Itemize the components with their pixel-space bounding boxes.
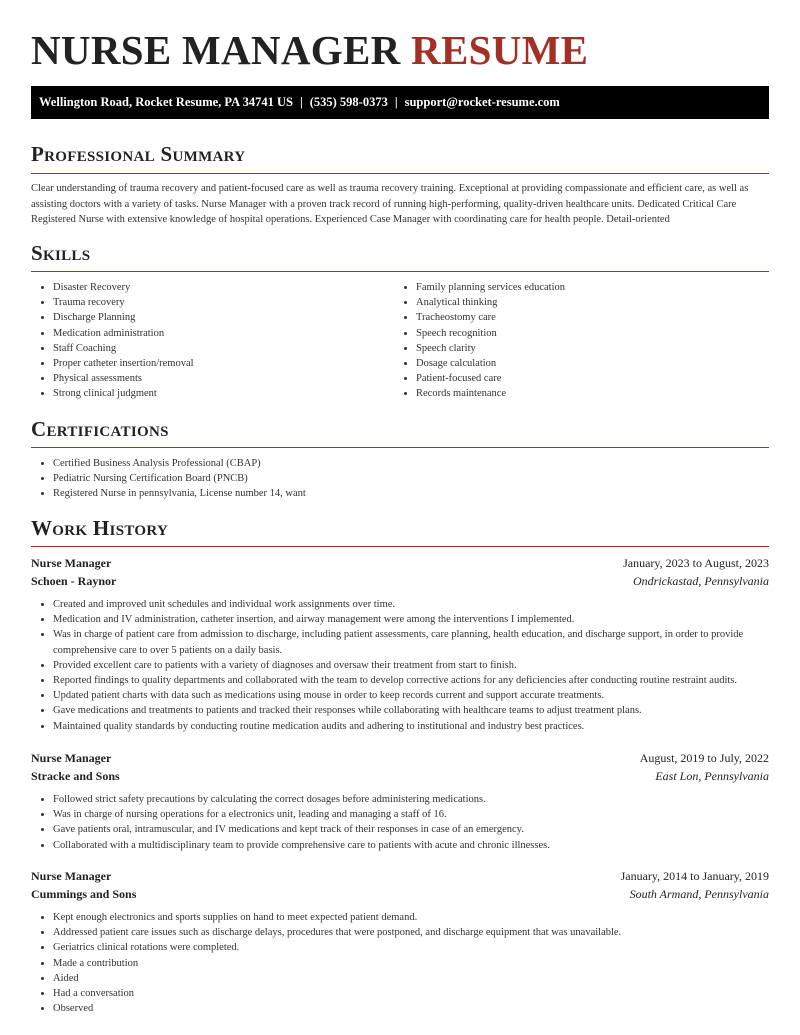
skill-item: • Family planning services education [416, 280, 734, 295]
skills-heading: Skills [31, 241, 91, 265]
job-bullets [31, 597, 769, 734]
job-bullets [31, 910, 769, 1016]
job-bullet: • Gave medications and treatments to patients and tracked their responses while collaborating with healthcare teams to adjust treatment plans. [53, 703, 769, 718]
job-location: Ondrickastad, Pennsylvania [633, 573, 769, 588]
summary-heading: Professional Summary [31, 142, 246, 166]
title-role: NURSE MANAGER [31, 27, 401, 73]
job-entry [31, 750, 769, 853]
skill-item: • Disaster Recovery [53, 280, 371, 295]
job-bullet: • Medication and IV administration, catheter insertion, and airway management were among the interventions I implemented. [53, 612, 769, 627]
job-title: Nurse Manager [31, 556, 112, 570]
certifications-section-header [31, 416, 769, 448]
job-bullet: • Maintained quality standards by conducting routine medication audits and adhering to institutional and industry best practices. [53, 719, 769, 734]
job-location: South Armand, Pennsylvania [629, 886, 769, 901]
job-bullet: • Was in charge of patient care from admission to discharge, including patient assessments, care planning, health education, and discharge support, in order to provide comprehensive care to over 5 patients on a daily basis. [53, 627, 769, 657]
job-company: Stracke and Sons [31, 768, 120, 783]
job-bullets [31, 792, 769, 853]
certifications-list [31, 456, 769, 502]
job-bullet: • Collaborated with a multidisciplinary team to provide comprehensive care to patients with acute and chronic illnesses. [53, 838, 769, 853]
skill-item: • Dosage calculation [416, 356, 734, 371]
job-entry [31, 555, 769, 734]
summary-text: Clear understanding of trauma recovery and patient-focused care as well as trauma recovery training. Exceptional at providing compassionate and efficient care, as well as assisting doctors with a variety of tasks. Nurse Manager with a proven track record of running high-performing, quality-driven healthcare units. Dedicated Critical Care Registered Nurse with extensive knowledge of hospital operations. Experienced Case Manager with coordinating care for health people. Detail-oriented [31, 183, 749, 225]
contact-bar [31, 86, 769, 119]
resume-title [31, 26, 588, 74]
job-bullet: • Made a contribution [53, 956, 769, 971]
job-bullet: • Had a conversation [53, 986, 769, 1001]
work-history-section-header [31, 515, 769, 547]
job-bullet: • Geriatrics clinical rotations were completed. [53, 940, 769, 955]
skill-item: • Speech clarity [416, 341, 734, 356]
job-bullet: • Provided excellent care to patients with a variety of diagnoses and oversaw their treatment from start to finish. [53, 658, 769, 673]
contact-separator: | [394, 95, 398, 109]
job-bullet: • Addressed patient care issues such as discharge delays, procedures that were postponed, and discharge equipment that was unavailable. [53, 925, 769, 940]
job-entry [31, 868, 769, 1016]
job-dates: August, 2019 to July, 2022 [639, 751, 769, 765]
skill-item: • Strong clinical judgment [53, 386, 371, 401]
job-dates: January, 2023 to August, 2023 [623, 556, 769, 570]
certification-item: • Certified Business Analysis Professional (CBAP) [53, 456, 769, 471]
job-bullet: • Gave patients oral, intramuscular, and IV medications and kept track of their responses in case of an emergency. [53, 822, 769, 837]
contact-address: Wellington Road, Rocket Resume, PA 34741 US [39, 95, 293, 109]
skills-right-column [394, 280, 734, 402]
title-accent: RESUME [411, 27, 589, 73]
job-company: Schoen - Raynor [31, 573, 117, 588]
job-bullet: • Created and improved unit schedules and individual work assignments over time. [53, 597, 769, 612]
job-bullet: • Reported findings to quality departments and collaborated with the team to develop corrective actions for any deficiencies after conducting routine restraint audits. [53, 673, 769, 688]
contact-email[interactable]: support@rocket-resume.com [404, 95, 560, 109]
skill-item: • Tracheostomy care [416, 310, 734, 325]
job-company: Cummings and Sons [31, 886, 137, 901]
certification-item: • Registered Nurse in pennsylvania, License number 14, want [53, 486, 769, 501]
skill-item: • Discharge Planning [53, 310, 371, 325]
skill-item: • Medication administration [53, 326, 371, 341]
skill-item: • Analytical thinking [416, 295, 734, 310]
skill-item: • Physical assessments [53, 371, 371, 386]
job-bullet: • Aided [53, 971, 769, 986]
skill-item: • Patient-focused care [416, 371, 734, 386]
contact-phone: (535) 598-0373 [309, 95, 388, 109]
skill-item: • Staff Coaching [53, 341, 371, 356]
contact-separator: | [299, 95, 303, 109]
job-location: East Lon, Pennsylvania [655, 768, 769, 783]
certification-item: • Pediatric Nursing Certification Board (PNCB) [53, 471, 769, 486]
job-bullet: • Was in charge of nursing operations for a electronics unit, leading and managing a staff of 16. [53, 807, 769, 822]
job-bullet: • Observed [53, 1001, 769, 1016]
work-history-heading: Work History [31, 516, 169, 540]
job-dates: January, 2014 to January, 2019 [620, 869, 769, 883]
job-bullet: • Updated patient charts with data such as medications using mouse in order to keep records current and support accurate treatments. [53, 688, 769, 703]
skill-item: • Trauma recovery [53, 295, 371, 310]
job-title: Nurse Manager [31, 869, 112, 883]
skills-left-column [31, 280, 371, 402]
skills-section-header [31, 240, 769, 272]
skill-item: • Records maintenance [416, 386, 734, 401]
summary-section-header [31, 141, 769, 174]
certifications-heading: Certifications [31, 417, 169, 441]
job-bullet: • Kept enough electronics and sports supplies on hand to meet expected patient demand. [53, 910, 769, 925]
skill-item: • Speech recognition [416, 326, 734, 341]
job-title: Nurse Manager [31, 751, 112, 765]
job-bullet: • Followed strict safety precautions by calculating the correct dosages before administering medications. [53, 792, 769, 807]
skill-item: • Proper catheter insertion/removal [53, 356, 371, 371]
